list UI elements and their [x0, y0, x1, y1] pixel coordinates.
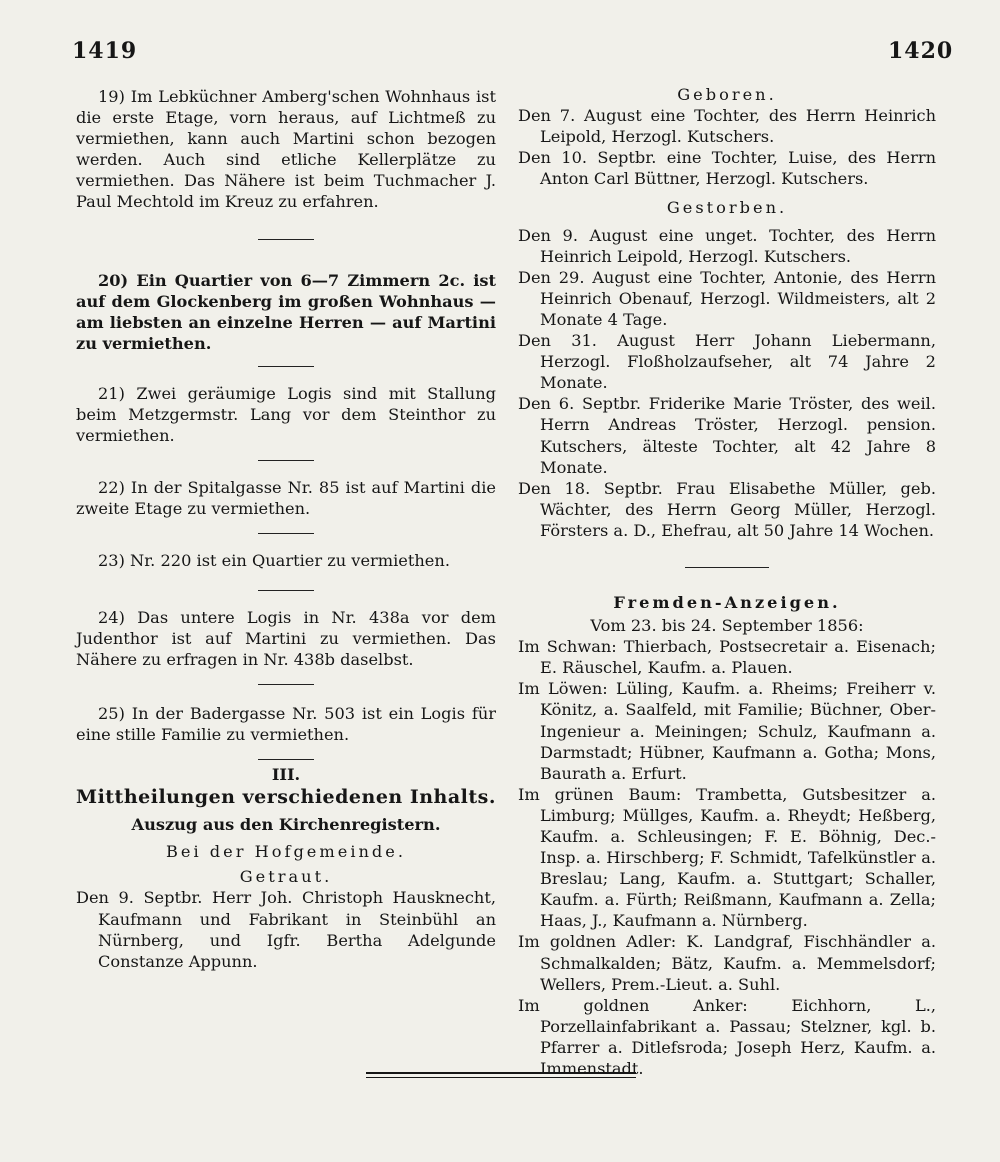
- died-entry: Den 29. August eine Tochter, Antonie, des Herrn Heinrich Obenauf, Herzogl. Wildmeisters, alt 2 Monate 4 Tage.: [518, 267, 936, 329]
- arrival-entry: Im goldnen Adler: K. Landgraf, Fischhändler a. Schmalkalden; Bätz, Kaufm. a. Memmelsdorf; Wellers, Prem.-Lieut. a. Suhl.: [518, 932, 936, 994]
- died-entry: Den 9. August eine unget. Tochter, des Herrn Heinrich Leipold, Herzogl. Kutschers.: [518, 225, 936, 266]
- divider: [258, 366, 314, 367]
- divider: [685, 567, 769, 568]
- parish-heading: Bei der Hofgemeinde.: [165, 842, 407, 862]
- divider: [258, 684, 314, 685]
- bottom-rule: [366, 1072, 636, 1074]
- married-entry: Den 9. Septbr. Herr Joh. Christoph Hausknecht, Kaufmann und Fabrikant in Steinbühl an Nürnberg, und Igfr. Bertha Adelgunde Constanze Appunn.: [76, 888, 496, 971]
- died-entry: Den 18. Septbr. Frau Elisabethe Müller, geb. Wächter, des Herrn Georg Müller, Herzogl. Försters a. D., Ehefrau, alt 50 Jahre 14 Wochen.: [518, 478, 936, 540]
- ad-23: 23) Nr. 220 ist ein Quartier zu vermiethen.: [98, 551, 450, 571]
- ad-24: 24) Das untere Logis in Nr. 438a vor dem Judenthor ist auf Martini zu vermiethen. Das Nähere zu erfragen in Nr. 438b daselbst.: [76, 607, 496, 669]
- died-heading: Gestorben.: [666, 198, 788, 218]
- born-entry: Den 7. August eine Tochter, des Herrn Heinrich Leipold, Herzogl. Kutschers.: [518, 106, 936, 147]
- arrival-entry: Im grünen Baum: Trambetta, Gutsbesitzer a. Limburg; Müllges, Kaufm. a. Rheydt; Heßberg, Kaufm. a. Schleusingen; F. E. Böhnig, Dec.-Insp. a. Hirschberg; F. Schmidt, Tafelkünstler a. Breslau; Lang, Kaufm. a. Stuttgart; Schaller, Kaufm. a. Fürth; Reißmann, Kaufmann a. Zella; Haas, J., Kaufmann a. Nürnberg.: [518, 784, 936, 931]
- right-column: [518, 84, 936, 1079]
- page-number-left: 1419: [72, 38, 138, 64]
- left-column: [76, 84, 496, 972]
- section-number: III.: [271, 764, 301, 784]
- married-heading: Getraut.: [239, 867, 333, 887]
- arrivals-date: Vom 23. bis 24. September 1856:: [590, 616, 864, 636]
- section-title: Mittheilungen verschiedenen Inhalts.: [76, 786, 496, 809]
- divider: [258, 590, 314, 591]
- ad-22: 22) In der Spitalgasse Nr. 85 ist auf Martini die zweite Etage zu vermiethen.: [76, 478, 496, 519]
- arrival-entry: Im goldnen Anker: Eichhorn, L., Porzellainfabrikant a. Passau; Stelzner, kgl. b. Pfarrer a. Ditlefsroda; Joseph Herz, Kaufm. a. Immenstadt.: [518, 995, 936, 1079]
- ad-25: 25) In der Badergasse Nr. 503 ist ein Logis für eine stille Familie zu vermiethen.: [76, 703, 496, 744]
- divider: [258, 533, 314, 534]
- section-subtitle: Auszug aus den Kirchenregistern.: [131, 815, 441, 835]
- divider: [258, 759, 314, 760]
- born-heading: Geboren.: [677, 85, 777, 104]
- born-entry: Den 10. Septbr. eine Tochter, Luise, des Herrn Anton Carl Büttner, Herzogl. Kutschers.: [518, 148, 936, 189]
- arrival-entry: Im Löwen: Lüling, Kaufm. a. Rheims; Freiherr v. Könitz, a. Saalfeld, mit Familie; Büchner, Ober-Ingenieur a. Meiningen; Schulz, Kaufmann a. Darmstadt; Hübner, Kaufmann a. Gotha; Mons, Baurath a. Erfurt.: [518, 679, 936, 783]
- bottom-rule: [366, 1077, 636, 1078]
- arrivals-heading: Fremden-Anzeigen.: [613, 592, 841, 612]
- divider: [258, 460, 314, 461]
- ad-19: 19) Im Lebküchner Amberg'schen Wohnhaus ist die erste Etage, vorn heraus, auf Lichtmeß zu vermiethen, kann auch Martini schon bezogen werden. Auch sind etliche Kellerplätze zu vermiethen. Das Nähere ist beim Tuchmacher J. Paul Mechtold im Kreuz zu erfahren.: [76, 87, 496, 212]
- died-entry: Den 31. August Herr Johann Liebermann, Herzogl. Floßholzaufseher, alt 74 Jahre 2 Monate.: [518, 331, 936, 393]
- ad-21: 21) Zwei geräumige Logis sind mit Stallung beim Metzgermstr. Lang vor dem Steinthor zu vermiethen.: [76, 383, 496, 446]
- arrival-entry: Im Schwan: Thierbach, Postsecretair a. Eisenach; E. Räuschel, Kaufm. a. Plauen.: [518, 637, 936, 678]
- page-number-right: 1420: [888, 38, 954, 64]
- died-entry: Den 6. Septbr. Friderike Marie Tröster, des weil. Herrn Andreas Tröster, Herzogl. pension. Kutschers, älteste Tochter, alt 42 Jahre 8 Monate.: [518, 394, 936, 477]
- divider: [258, 239, 314, 240]
- ad-20: 20) Ein Quartier von 6—7 Zimmern 2c. ist auf dem Glockenberg im großen Wohnhaus — am liebsten an einzelne Herren — auf Martini zu vermiethen.: [76, 270, 496, 353]
